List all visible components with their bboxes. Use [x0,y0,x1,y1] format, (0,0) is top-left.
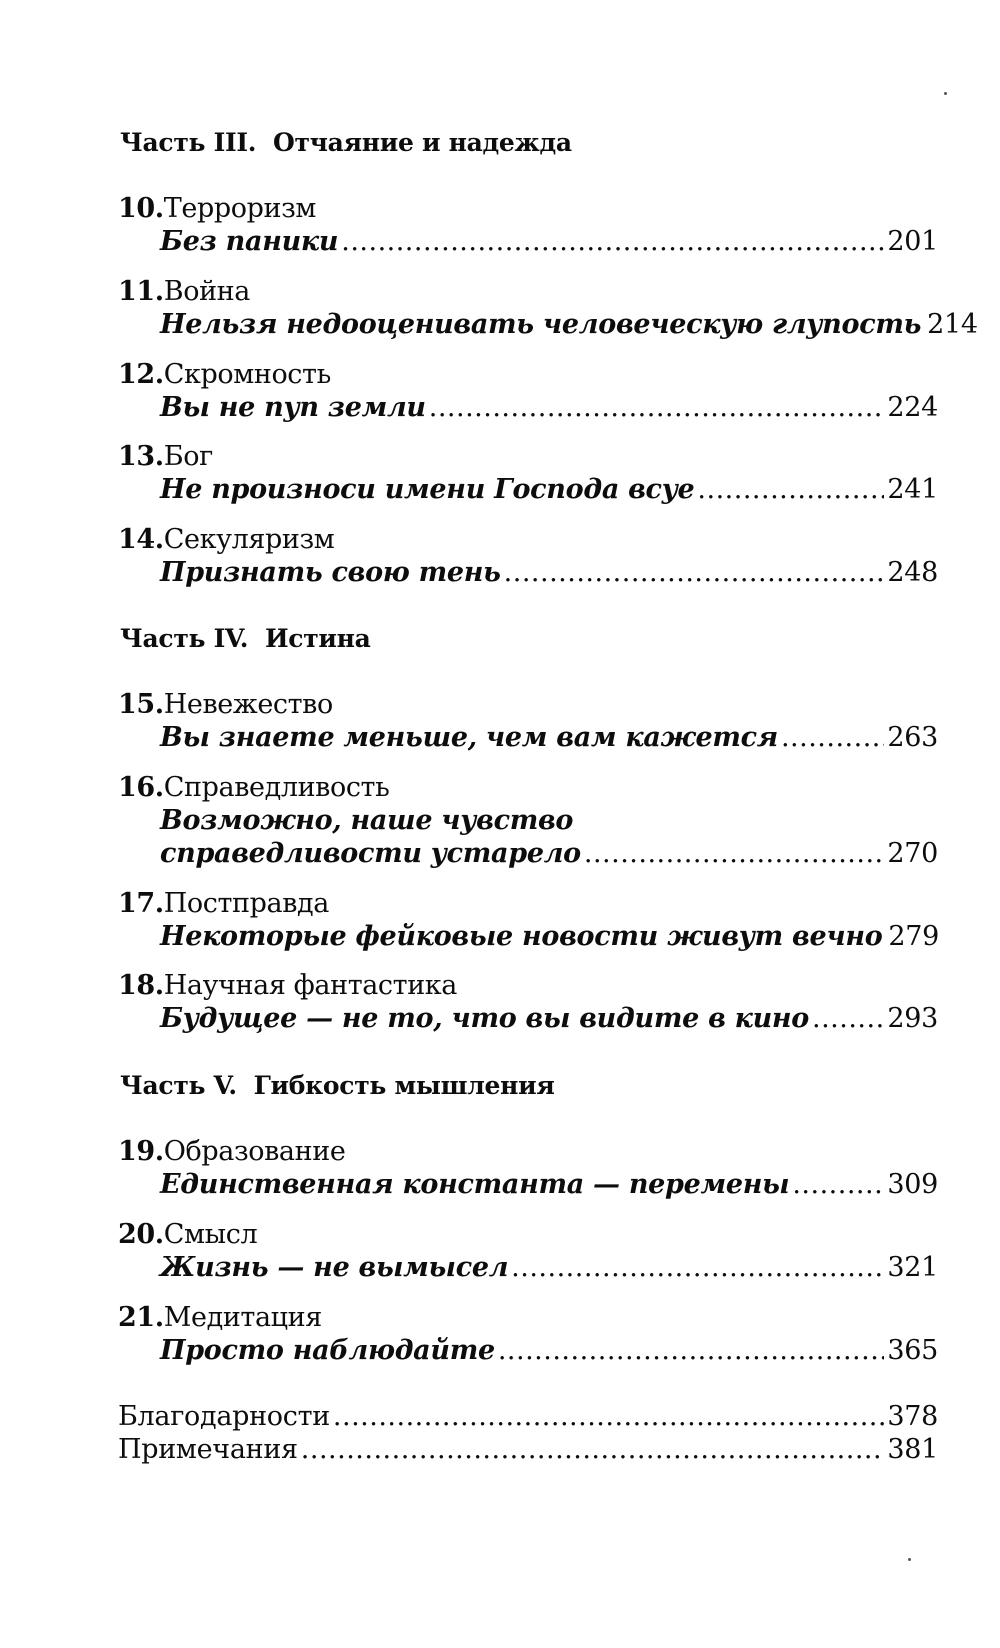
chapter-number: 13. [118,441,164,472]
page-number: 309 [887,1169,938,1200]
dot-leader [511,1252,884,1283]
chapter-title [118,1219,257,1250]
page-number: 214 [927,309,978,340]
page-number: 248 [887,557,938,588]
dot-leader [792,1169,884,1200]
part-label: Часть IV. [120,624,249,653]
chapter-subtitle: Жизнь — не вымысел [160,1252,509,1283]
part-label: Часть III. [120,128,257,157]
page-number: 279 [888,921,940,952]
page-number: 263 [887,722,938,753]
page-number: 321 [887,1252,938,1283]
dot-leader [584,838,884,869]
page-number: 378 [887,1401,938,1432]
dot-leader [812,1003,884,1034]
page-number: 270 [887,838,938,869]
chapter-name: Секуляризм [163,524,335,555]
scan-speck [908,1558,911,1561]
toc-entry[interactable] [160,1252,938,1283]
chapter-name: Справедливость [163,772,390,803]
chapter-name: Постправда [163,888,329,919]
page-number: 381 [887,1434,938,1465]
dot-leader [429,392,885,423]
chapter-number: 12. [118,359,164,390]
chapter-title [118,1302,322,1333]
chapter-subtitle: справедливости устарело [160,838,581,869]
toc-entry[interactable] [160,557,938,588]
chapter-number: 18. [118,970,164,1001]
chapter-number: 16. [118,772,164,803]
chapter-subtitle: Некоторые фейковые новости живут вечно [160,921,883,952]
page-number: 224 [887,392,938,423]
back-matter-title: Благодарности [118,1401,330,1432]
chapter-number: 19. [118,1136,164,1167]
chapter-subtitle: Не произноси имени Господа всуе [160,474,695,505]
toc-entry[interactable] [160,1003,938,1034]
chapter-subtitle: Вы знаете меньше, чем вам кажется [160,722,778,753]
chapter-subtitle: Будущее — не то, что вы видите в кино [160,1003,809,1034]
chapter-name: Терроризм [163,193,316,224]
part-label: Часть V. [120,1071,237,1100]
chapter-name: Бог [163,441,213,472]
part-heading [120,624,371,653]
chapter-title [118,441,213,472]
chapter-subtitle: Просто наблюдайте [160,1335,495,1366]
chapter-number: 20. [118,1219,164,1250]
chapter-name: Научная фантастика [163,970,457,1001]
dot-leader [333,1401,884,1432]
dot-leader [498,1335,885,1366]
chapter-title [118,359,331,390]
chapter-name: Скромность [163,359,331,390]
page-number: 365 [887,1335,938,1366]
chapter-number: 15. [118,689,164,720]
dot-leader [697,474,884,505]
chapter-name: Невежество [163,689,333,720]
scan-speck [944,92,947,95]
chapter-title [118,524,334,555]
page-number: 293 [887,1003,938,1034]
chapter-title [118,970,457,1001]
toc-entry[interactable] [160,921,938,952]
back-matter-title: Примечания [118,1434,298,1465]
toc-entry[interactable] [160,1335,938,1366]
toc-entry[interactable] [160,722,938,753]
chapter-title [118,193,316,224]
chapter-name: Образование [163,1136,346,1167]
chapter-title [118,1136,345,1167]
chapter-number: 17. [118,888,164,919]
part-title: Истина [264,624,371,653]
chapter-subtitle: Единственная константа — перемены [160,1169,790,1200]
chapter-subtitle: Без паники [160,226,339,257]
chapter-subtitle: Вы не пуп земли [160,392,426,423]
toc-entry-notes[interactable] [118,1434,938,1465]
part-heading [120,1071,555,1100]
chapter-name: Смысл [163,1219,258,1250]
chapter-title [118,888,329,919]
part-title: Гибкость мышления [253,1071,555,1100]
chapter-title [118,689,333,720]
toc-entry[interactable] [160,226,938,257]
page-number: 201 [887,226,938,257]
toc-entry-acknowledgements[interactable] [118,1401,938,1432]
chapter-subtitle-line: Возможно, наше чувство [160,805,574,836]
part-title: Отчаяние и надежда [273,128,572,157]
dot-leader [504,557,885,588]
dot-leader [341,226,884,257]
dot-leader [301,1434,885,1465]
chapter-number: 10. [118,193,164,224]
part-heading [120,128,572,157]
chapter-number: 11. [118,276,164,307]
toc-entry[interactable] [160,309,978,340]
toc-entry[interactable] [160,838,938,869]
chapter-number: 21. [118,1302,164,1333]
toc-entry[interactable] [160,1169,938,1200]
chapter-subtitle: Признать свою тень [160,557,501,588]
toc-entry[interactable] [160,392,938,423]
chapter-subtitle: Нельзя недооценивать человеческую глупость [160,309,922,340]
chapter-title [118,772,389,803]
toc-entry[interactable] [160,474,938,505]
dot-leader [781,722,884,753]
chapter-number: 14. [118,524,164,555]
chapter-title [118,276,250,307]
chapter-name: Медитация [163,1302,322,1333]
chapter-name: Война [163,276,250,307]
page-number: 241 [887,474,938,505]
